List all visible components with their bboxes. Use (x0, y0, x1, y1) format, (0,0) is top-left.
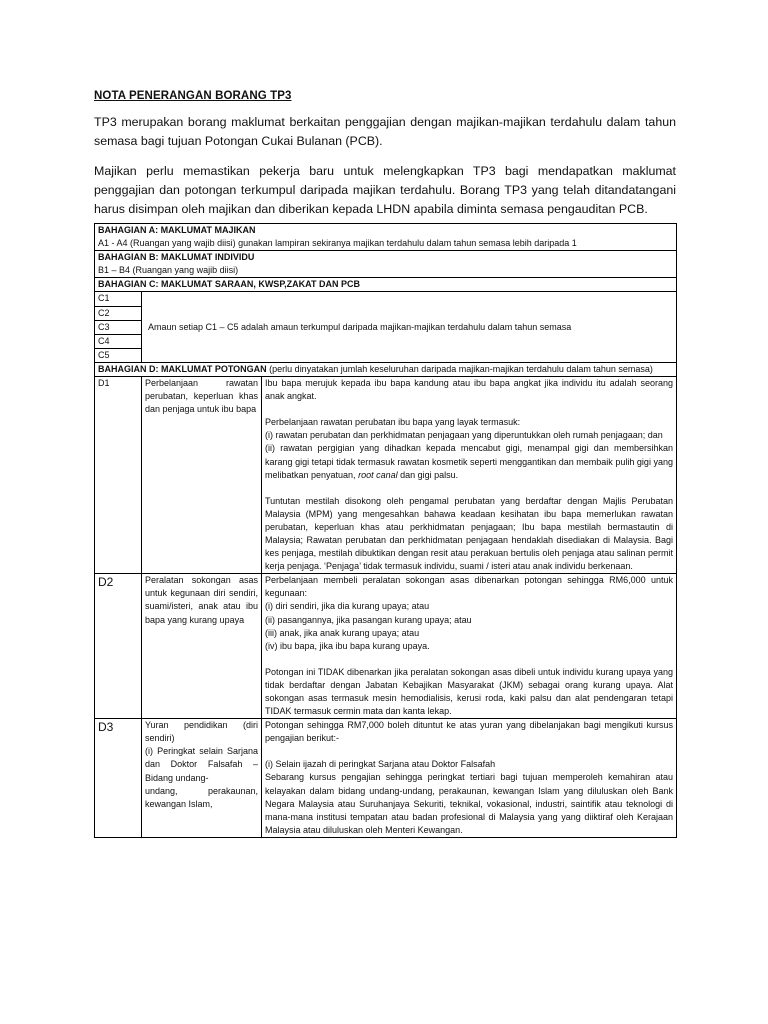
c-code: C5 (95, 348, 142, 362)
section-c-note: Amaun setiap C1 – C5 adalah amaun terkumpul daripada majikan-majikan terdahulu dalam tahun semasa (142, 292, 677, 362)
d2-desc-iii: (iii) anak, jika anak kurang upaya; atau (265, 627, 420, 638)
c-code: C4 (95, 334, 142, 348)
intro-paragraph-1: TP3 merupakan borang maklumat berkaitan penggajian dengan majikan-majikan terdahulu dalam tahun semasa bagi tujuan Potongan Cukai Bulanan (PCB). (94, 115, 676, 148)
d3-desc-p2: Sebarang kursus pengajian sehingga peringkat tertiari bagi tujuan memperoleh kemahiran atau kelayakan dalam bidang undang-undang, perakaunan, kewangan Islam yang diluluskan oleh Bank Negara Malaysia atau Suruhanjaya Sekuriti, teknikal, vokasional, industri, saintifik atau teknologi di mana-mana institusi tempatan atau badan profesional di Malaysia yang yang diiktiraf oleh Kerajaan Malaysia atau diluluskan oleh Menteri Kewangan. (265, 772, 674, 835)
section-d-title: BAHAGIAN D: MAKLUMAT POTONGAN (98, 363, 267, 374)
d2-row (95, 574, 677, 719)
section-b-note: B1 – B4 (Ruangan yang wajib diisi) (98, 265, 239, 276)
section-b-row (95, 251, 677, 278)
tp3-table (94, 223, 677, 838)
intro-paragraph-2: Majikan perlu memastikan pekerja baru untuk melengkapkan TP3 bagi mendapatkan maklumat penggajian dan potongan terkumpul daripada majikan terdahulu. Borang TP3 yang telah ditandatangani harus disimpan oleh majikan dan diberikan kepada LHDN apabila diminta semasa pengauditan PCB. (94, 164, 676, 216)
page-title: NOTA PENERANGAN BORANG TP3 (94, 90, 292, 102)
d3-desc-p1: Potongan sehingga RM7,000 boleh dituntut ke atas yuran yang dibelanjakan bagi mengikuti kursus pengajian berikut:- (265, 720, 674, 744)
section-d-row (95, 362, 677, 376)
d3-label-1: Yuran pendidikan (diri sendiri) (145, 720, 258, 744)
d3-description (262, 719, 677, 838)
section-d-note: (perlu dinyatakan jumlah keseluruhan daripada majikan-majikan terdahulu dalam tahun semasa) (269, 363, 653, 374)
d1-desc-p2-i: (i) rawatan perubatan dan perkhidmatan penjagaan yang diperuntukkan oleh rumah penjagaan; dan (265, 430, 663, 441)
d1-description (262, 377, 677, 574)
d1-desc-p2-head: Perbelanjaan rawatan perubatan ibu bapa yang layak termasuk: (265, 417, 521, 428)
d1-code: D1 (95, 377, 142, 574)
d1-row (95, 377, 677, 574)
section-a-title: BAHAGIAN A: MAKLUMAT MAJIKAN (98, 225, 256, 235)
d1-label: Perbelanjaan rawatan perubatan, keperluan khas dan penjaga untuk ibu bapa (142, 377, 262, 574)
d2-label: Peralatan sokongan asas untuk kegunaan diri sendiri, suami/isteri, anak atau ibu bapa yang kurang upaya (142, 574, 262, 719)
c-code: C2 (95, 306, 142, 320)
d2-desc-p2: Potongan ini TIDAK dibenarkan jika peralatan sokongan asas dibeli untuk individu kurang upaya yang tidak berdaftar dengan Jabatan Kebajikan Masyarakat (JKM) sebagai orang kurang upaya. Alat sokongan asas termasuk mesin hemodialisis, kerusi roda, kaki palsu dan alat pendengaran tetapi TIDAK termasuk cermin mata dan kanta lekap. (265, 666, 674, 717)
c-code: C1 (95, 292, 142, 306)
d1-desc-p3: Tuntutan mestilah disokong oleh pengamal perubatan yang berdaftar dengan Majlis Perubatan Malaysia (MPM) yang mengesahkan bahawa keadaan kesihatan ibu bapa memerlukan rawatan perubatan, keperluan khas atau perkhidmatan penjagaan; Ibu bapa mestilah bermastautin di Malaysia; Rawatan perubatan dan perkhidmatan penjagaan hendaklah disediakan di Malaysia. Bagi kes penjaga, mestilah dibuktikan dengan resit atau perakuan bertulis oleh penjaga atau salinan permit kerja penjaga. ‘Penjaga’ tidak termasuk individu, suami / isteri atau anak individu berkenaan. (265, 495, 674, 572)
d2-desc-p1: Perbelanjaan membeli peralatan sokongan asas dibenarkan potongan sehingga RM6,000 untuk kegunaan: (265, 575, 674, 599)
section-c-title: BAHAGIAN C: MAKLUMAT SARAAN, KWSP,ZAKAT DAN PCB (95, 278, 677, 292)
d2-desc-ii: (ii) pasangannya, jika pasangan kurang upaya; atau (265, 614, 472, 625)
d3-row (95, 719, 677, 838)
d1-desc-p2-ii-em: root canal (358, 469, 398, 480)
d1-desc-p1: Ibu bapa merujuk kepada ibu bapa kandung atau ibu bapa angkat jika individu itu adalah seorang anak angkat. (265, 378, 674, 402)
section-b-title: BAHAGIAN B: MAKLUMAT INDIVIDU (98, 252, 255, 263)
section-a-note: A1 - A4 (Ruangan yang wajib diisi) gunakan lampiran sekiranya majikan terdahulu dalam tahun semasa lebih daripada 1 (98, 238, 577, 249)
d1-desc-p2-ii-a: (ii) rawatan pergigian yang dihadkan kepada mencabut gigi, menampal gigi dan membersihkan karang gigi tetapi tidak termasuk rawatan kosmetik seperti menggantikan dan membaik pulih gigi yang melibatkan penyatuan, (265, 443, 674, 480)
d3-label-2: (i) Peringkat selain Sarjana dan Doktor Falsafah – Bidang undang- (145, 746, 258, 783)
d3-code: D3 (95, 719, 142, 838)
c-code: C3 (95, 320, 142, 334)
d1-desc-p2-ii (265, 442, 673, 481)
section-c-row (95, 278, 677, 292)
d3-label-3: undang, perakaunan, kewangan Islam, (145, 785, 258, 809)
d2-description (262, 574, 677, 719)
d2-code: D2 (95, 574, 142, 719)
d3-desc-heading: (i) Selain ijazah di peringkat Sarjana atau Doktor Falsafah (265, 759, 496, 770)
d3-label (142, 719, 262, 838)
d2-desc-iv: (iv) ibu bapa, jika ibu bapa kurang upaya. (265, 640, 430, 651)
section-a-row (95, 224, 677, 251)
d2-desc-i: (i) diri sendiri, jika dia kurang upaya; atau (265, 601, 430, 612)
d1-desc-p2-ii-b: dan gigi palsu. (400, 469, 459, 480)
c-row (95, 292, 677, 306)
